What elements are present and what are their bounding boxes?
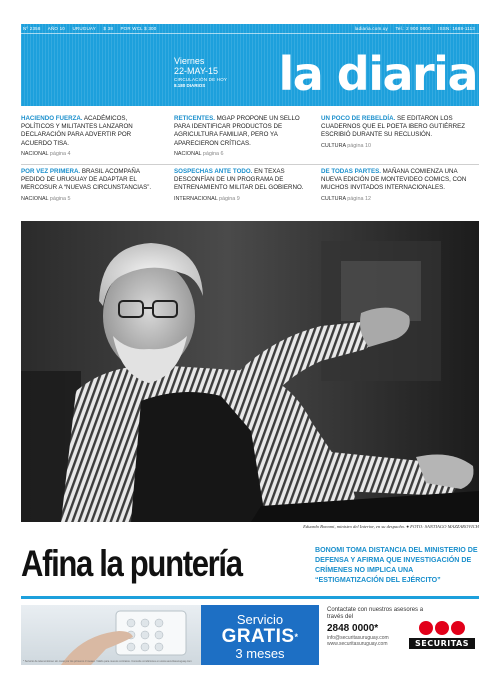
- masthead-divider: [21, 33, 479, 34]
- teaser-body: BRASIL ACOMPAÑA PEDIDO DE URUGUAY DE ADAPTAR EL MERCOSUR A “NUEVAS CIRCUNSTANCIAS”.: [21, 168, 152, 192]
- ad-offer: [201, 605, 319, 665]
- teaser-kicker: DE TODAS PARTES.: [321, 168, 381, 175]
- teaser-section: [174, 151, 314, 158]
- newspaper-logo: la diaria: [278, 47, 477, 101]
- teaser-section: [321, 196, 471, 203]
- ad-offer-line2: [201, 627, 319, 647]
- issue-date: 22-MAY-15: [174, 66, 219, 76]
- teaser-section: [21, 151, 161, 158]
- ad-asterisk: *: [294, 632, 299, 642]
- ad-offer-line3: 3 meses: [235, 646, 285, 661]
- teaser-item[interactable]: [21, 168, 161, 203]
- section-name: NACIONAL: [21, 195, 49, 202]
- logo-dot: [451, 621, 465, 635]
- issue-year: AÑO 10: [47, 26, 65, 31]
- masthead-top-bar: [21, 24, 479, 33]
- logo-dots: [409, 621, 475, 635]
- teaser-body: MAÑANA COMIENZA UNA NUEVA EDICIÓN DE MONTEVIDEO COMICS, CON MUCHOS INVITADOS INTERNACIONALES.: [321, 168, 467, 192]
- ad-free-text: GRATIS: [221, 626, 295, 647]
- issue-number: Nº 2358: [23, 26, 41, 31]
- teaser-kicker: RETICENTES.: [174, 115, 215, 122]
- date-block: [174, 56, 259, 88]
- lead-photo[interactable]: [21, 221, 479, 522]
- issue-country: URUGUAY: [72, 26, 97, 31]
- teaser-item[interactable]: [174, 168, 314, 203]
- section-name: INTERNACIONAL: [174, 195, 218, 202]
- teaser-body: MGAP PROPONE UN SELLO PARA IDENTIFICAR PRODUCTOS DE AGRICULTURA FAMILIAR, PERO YA APARECIERON CRÍTICAS.: [174, 115, 300, 147]
- website: ladiaria.com.uy: [354, 26, 388, 31]
- lead-subhead: BONOMI TOMA DISTANCIA DEL MINISTERIO DE DEFENSA Y AFIRMA QUE INVESTIGACIÓN DE CRÍMENES NO IMPLICA UNA “ESTIGMATIZACIÓN DEL EJÉRCITO”: [315, 546, 478, 584]
- teaser-divider: [21, 164, 479, 165]
- weekday: Viernes: [174, 56, 205, 66]
- teaser-body: ACADÉMICOS, POLÍTICOS Y MILITANTES LANZARON DECLARACIÓN PARA ADVERTIR POR ACUERDO TISA.: [21, 115, 133, 147]
- teaser-item[interactable]: [321, 115, 471, 150]
- lead-photo-illustration: [21, 221, 479, 522]
- section-rule: [21, 596, 479, 599]
- ad-offer-line1: Servicio: [236, 612, 284, 627]
- teaser-section: [21, 196, 161, 203]
- section-name: NACIONAL: [174, 150, 202, 157]
- logo-wordmark: SECURITAS: [409, 638, 475, 649]
- logo-dot: [419, 621, 433, 635]
- issue-price: $ 38: [103, 26, 114, 31]
- logo-dot: [435, 621, 449, 635]
- teaser-body: EN TEXAS DESCONFÍAN DE UN PROGRAMA DE ENTRENAMIENTO MILITAR DEL GOBIERNO.: [174, 168, 304, 192]
- teaser-grid: [21, 113, 479, 221]
- page-ref: página 12: [347, 195, 371, 202]
- page-ref: página 6: [202, 150, 224, 157]
- ad-photo: [21, 605, 201, 665]
- alarm-keypad-illustration: [21, 605, 201, 665]
- section-name: CULTURA: [321, 142, 346, 149]
- masthead: [21, 24, 479, 106]
- securitas-logo: [409, 621, 475, 661]
- advertisement[interactable]: [21, 605, 479, 665]
- teaser-kicker: SOSPECHAS ANTE TODO.: [174, 168, 253, 175]
- ad-contact-text: Contactate con nuestros asesores a través del: [327, 607, 424, 620]
- issn: ISSN: 1688-1113: [438, 26, 475, 31]
- teaser-item[interactable]: [21, 115, 161, 158]
- teaser-body: SE EDITARON LOS CUADERNOS QUE EL POETA IBERO GUTIÉRREZ ESCRIBIÓ DURANTE SU RECLUSIÓN.: [321, 115, 466, 139]
- page-ref: página 10: [347, 142, 371, 149]
- ad-web[interactable]: www.securitasuruguay.com: [327, 641, 388, 648]
- teaser-kicker: HACIENDO FUERZA.: [21, 115, 83, 122]
- page-ref: página 5: [49, 195, 71, 202]
- ad-email[interactable]: info@securitasuruguay.com: [327, 635, 389, 641]
- page-ref: página 4: [49, 150, 71, 157]
- issue-price-alt: POR WCL $ 300: [120, 26, 157, 31]
- teaser-kicker: UN POCO DE REBELDÍA.: [321, 115, 396, 122]
- ad-phone[interactable]: 2848 0000*: [327, 623, 379, 634]
- issue-info: [23, 24, 162, 33]
- circulation-label: CIRCULACIÓN DE HOY: [174, 77, 228, 82]
- section-name: CULTURA: [321, 195, 346, 202]
- teaser-section: [321, 143, 471, 150]
- teaser-section: [174, 196, 314, 203]
- contact-info: [349, 24, 475, 33]
- teaser-item[interactable]: [321, 168, 471, 203]
- teaser-item[interactable]: [174, 115, 314, 158]
- page-ref: página 9: [219, 195, 240, 202]
- telephone: Tel.: 2 900 0800: [395, 26, 431, 31]
- circulation-count: 8.180 DIARIOS: [174, 83, 206, 88]
- photo-caption: Eduardo Bonomi, ministro del Interior, en su despacho. ● FOTO: SANTIAGO MAZZAROVICH: [303, 524, 479, 529]
- section-name: NACIONAL: [21, 150, 49, 157]
- lead-headline[interactable]: Afina la puntería: [21, 543, 242, 584]
- ad-fine-print: * Servicio de telemonitoreo sin costo por los primeros 3 meses. Válido para nuevos contratos. Consulte condiciones en www.securitasuruguay.com: [23, 659, 192, 663]
- teaser-kicker: POR VEZ PRIMERA.: [21, 168, 81, 175]
